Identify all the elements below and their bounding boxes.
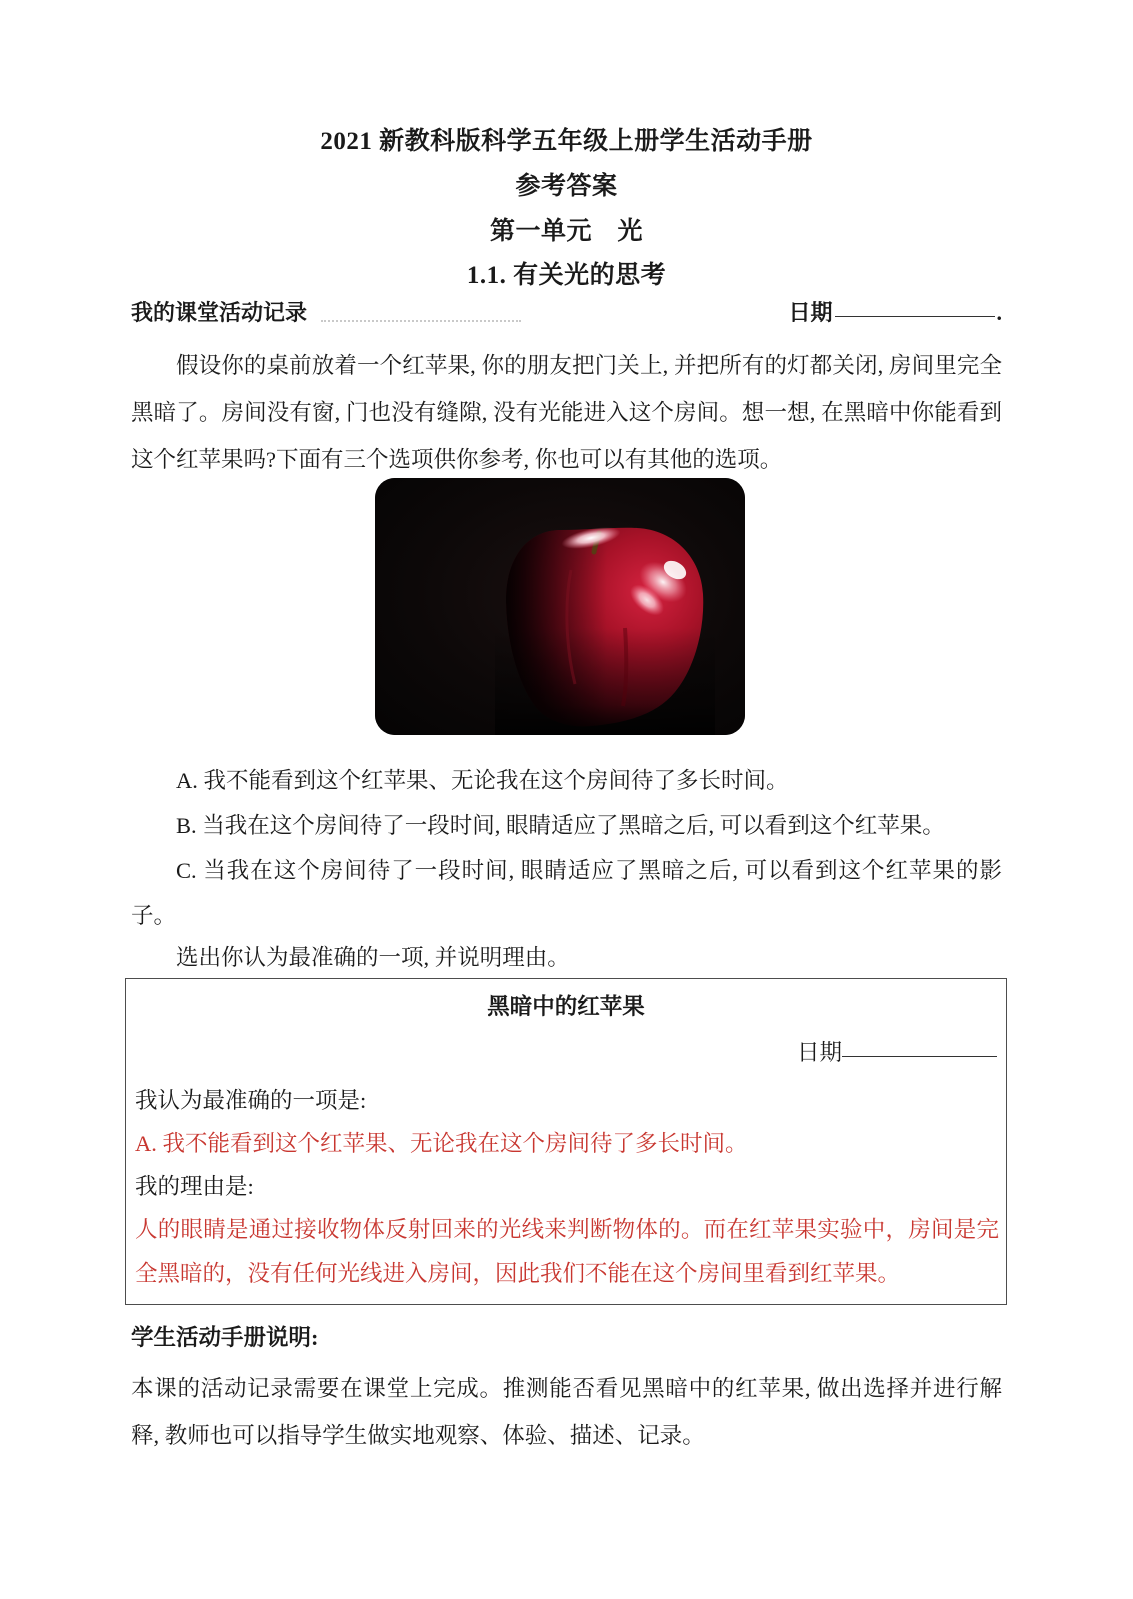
option-a: A. 我不能看到这个红苹果、无论我在这个房间待了多长时间。 — [176, 768, 789, 793]
reason-prompt-label: 我的理由是: — [135, 1174, 254, 1199]
choice-prompt-label: 我认为最准确的一项是: — [135, 1088, 367, 1113]
date-label-box: 日期 — [796, 1040, 842, 1065]
option-c: C. 当我在这个房间待了一段时间, 眼睛适应了黑暗之后, 可以看到这个红苹果的影子。 — [131, 858, 1002, 928]
date-underline-box[interactable] — [842, 1055, 997, 1057]
date-field-top — [788, 296, 1002, 327]
lesson-heading: 1.1. 有关光的思考 — [466, 262, 667, 289]
answer-box-title: 黑暗中的红苹果 — [487, 994, 645, 1019]
activity-record-label: 我的课堂活动记录 — [131, 300, 308, 325]
activity-record-row — [131, 296, 1002, 324]
manual-notes-body: 本课的活动记录需要在课堂上完成。推测能否看见黑暗中的红苹果, 做出选择并进行解释, 教师也可以指导学生做实地观察、体验、描述、记录。 — [131, 1376, 1002, 1448]
dotted-leader — [321, 312, 521, 322]
date-field-box — [797, 1035, 997, 1067]
option-b: B. 当我在这个房间待了一段时间, 眼睛适应了黑暗之后, 可以看到这个红苹果。 — [176, 813, 945, 838]
document-title-main: 2021 新教科版科学五年级上册学生活动手册 — [320, 128, 813, 155]
date-label-top: 日期 — [788, 300, 833, 325]
choose-prompt: 选出你认为最准确的一项, 并说明理由。 — [176, 945, 570, 970]
apple-illustration — [375, 478, 745, 735]
red-apple-photo — [375, 478, 745, 735]
choice-answer-text: A. 我不能看到这个红苹果、无论我在这个房间待了多长时间。 — [135, 1131, 748, 1156]
date-suffix-top: . — [996, 300, 1002, 325]
reason-answer-text: 人的眼睛是通过接收物体反射回来的光线来判断物体的。而在红苹果实验中，房间是完全黑暗的，没有任何光线进入房间，因此我们不能在这个房间里看到红苹果。 — [135, 1217, 999, 1286]
date-underline-top[interactable] — [835, 315, 995, 317]
intro-paragraph: 假设你的桌前放着一个红苹果, 你的朋友把门关上, 并把所有的灯都关闭, 房间里完全黑暗了。房间没有窗, 门也没有缝隙, 没有光能进入这个房间。想一想, 在黑暗中你能看到这个红苹果吗?下面有三个选项供你参考, 你也可以有其他的选项。 — [131, 353, 1002, 472]
unit-heading: 第一单元 光 — [489, 218, 643, 245]
document-subtitle-answers: 参考答案 — [515, 173, 618, 200]
manual-notes-title: 学生活动手册说明: — [131, 1325, 319, 1350]
answer-worksheet-box — [125, 978, 1007, 1305]
